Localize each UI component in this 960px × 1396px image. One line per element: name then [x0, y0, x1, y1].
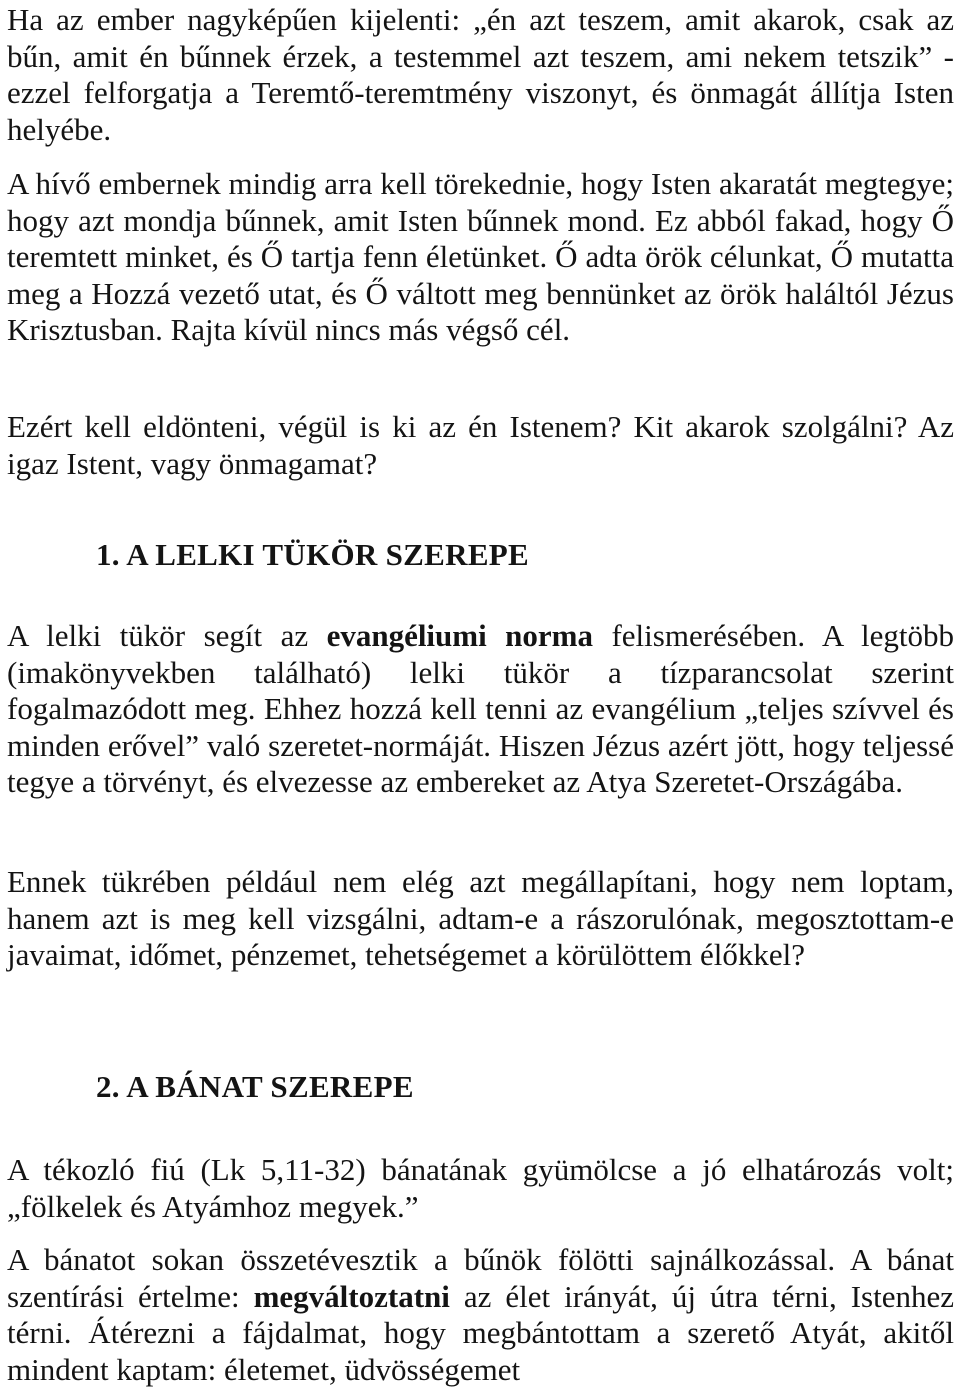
intro-paragraph-2: A hívő embernek mindig arra kell törekednie, hogy Isten akaratát megtegye; hogy azt mondja bűnnek, amit Isten bűnnek mond. Ez abból fakad, hogy Ő teremtett minket, és Ő tartja fenn életünket. Ő adta örök célunkat, Ő mutatta meg a Hozzá vezető utat, és Ő váltott meg bennünket az örök haláltól Jézus Krisztusban. Rajta kívül nincs más végső cél. [7, 166, 954, 347]
intro-paragraph-3: Ezért kell eldönteni, végül is ki az én Istenem? Kit akarok szolgálni? Az igaz Istent, vagy önmagamat? [7, 409, 954, 481]
section-1-heading: 1. A LELKI TÜKÖR SZEREPE [96, 537, 530, 572]
section-1-paragraph-1-text-a: A lelki tükör segít az [7, 618, 327, 653]
section-2-paragraph-2-text-a: A bánatot sokan összetévesztik a bűnök fölötti sajnálkozással. A bánat szentírási értelme: [7, 1242, 954, 1314]
change-emphasis: megváltoztatni [253, 1278, 450, 1314]
intro-paragraph-1: Ha az ember nagyképűen kijelenti: „én azt teszem, amit akarok, csak az bűn, amit én bűnnek érzek, a testemmel azt teszem, ami nekem tetszik” - ezzel felforgatja a Teremtő-teremtmény viszonyt, és önmagát állítja Isten helyébe. [7, 2, 954, 147]
section-2-paragraph-1: A tékozló fiú (Lk 5,11-32) bánatának gyümölcse a jó elhatározás volt; „fölkelek és Atyámhoz megyek.” [7, 1152, 954, 1224]
evangelical-norm-emphasis: evangéliumi norma [326, 618, 594, 653]
section-1-paragraph-1-text-b: felismerésében. A legtöbb (imakönyvekben található) lelki tükör a tízparancsolat szerint fogalmazódott meg. Ehhez hozzá kell tenni az evangélium „teljes szívvel és minden erővel” való szeretet-normáját. Hiszen Jézus azért jött, hogy teljessé tegye a törvényt, és elvezesse az embereket az Atya Szeretet-Országába. [7, 618, 954, 799]
section-1-paragraph-2: Ennek tükrében például nem elég azt megállapítani, hogy nem loptam, hanem azt is meg kell vizsgálni, adtam-e a rászorulónak, megosztottam-e javaimat, időmet, pénzemet, tehetségemet a körülöttem élőkkel? [7, 864, 954, 972]
section-1-paragraph-1 [7, 618, 954, 801]
section-2-paragraph-2 [7, 1242, 954, 1388]
section-2-heading: 2. A BÁNAT SZEREPE [96, 1069, 414, 1104]
section-2-paragraph-2-text-b: az élet irányát, új útra térni, Istenhez térni. Átérezni a fájdalmat, hogy megbántottam a szerető Atyát, akitől mindent kaptam: életemet, üdvösségemet [7, 1278, 954, 1387]
